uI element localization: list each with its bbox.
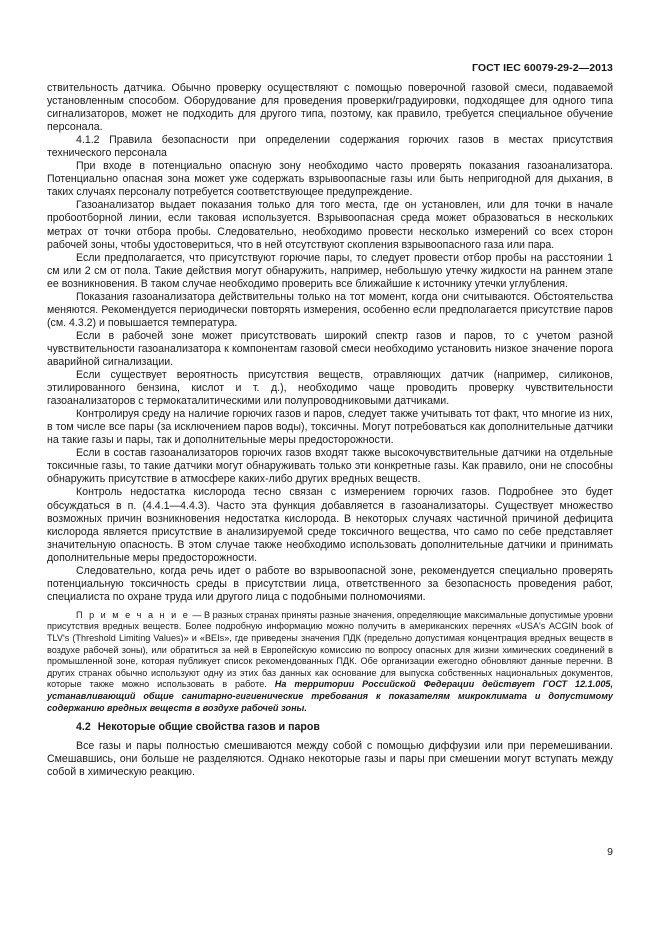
- page-number: 9: [607, 846, 613, 858]
- section-heading: [47, 721, 613, 734]
- paragraph-1: ствительность датчика. Обычно проверку осуществляют с помощью поверочной газовой смеси, подаваемой установленным способом. Оборудование для проведения проверки/градуировки, подходящее для одного типа сигнализаторов, может не подходить для другого типа, поэтому, как правило, требуется специальное обучение персонала.: [47, 82, 613, 134]
- paragraph-5: Если предполагается, что присутствуют горючие пары, то следует провести отбор пробы на расстоянии 1 см или 2 см от пола. Такие действия могут обнаружить, например, небольшую утечку жидкости на раннем этапе ее возникновения. В таком случае необходимо проверить все ближайшие к источнику утечки углубления.: [47, 251, 613, 290]
- paragraph-3: При входе в потенциально опасную зону необходимо часто проверять показания газоанализатора. Потенциально опасная зона может уже содержать взрывоопасные газы или быть непригодной для дыхания, в таких случаях персоналу потребуется соответствующее предупреждение.: [47, 160, 613, 199]
- section-paragraph: Все газы и пары полностью смешиваются между собой с помощью диффузии или при перемешивании. Смешавшись, они больше не разделяются. Однако некоторые газы и пары при смешении могут вступать между собой в химическую реакцию.: [47, 740, 613, 779]
- paragraph-4: Газоанализатор выдает показания только для того места, где он установлен, или для точки в начале пробоотборной линии, если таковая используется. Взрывоопасная среда может образоваться в нескольких метрах от точки отбора пробы. Следовательно, необходимо провести несколько измерений со всех сторон рабочей зоны, чтобы удостовериться, что в ней отсутствуют скопления взрывоопасного газа или пара.: [47, 199, 613, 251]
- page-body: [47, 82, 613, 779]
- note-bold-text: На территории Российской Федерации действует ГОСТ 12.1.005, устанавливающий общие санитарно-гигиенические требования к показателям микроклимата и допустимому содержанию вредных веществ в воздухе рабочей зоны.: [47, 679, 613, 713]
- paragraph-10: Если в состав газоанализаторов горючих газов входят также высокочувствительные датчики на отдельные токсичные газы, то такие датчики могут обнаруживать только эти конкретные газы. Как правило, они не способны обнаружить присутствие в атмосфере каких-либо других вредных веществ.: [47, 447, 613, 486]
- paragraph-9: Контролируя среду на наличие горючих газов и паров, следует также учитывать тот факт, что многие из них, в том числе все пары (за исключением паров воды), токсичны. Могут потребоваться как дополнительные датчики на такие газы и пары, так и дополнительные меры предосторожности.: [47, 408, 613, 447]
- paragraph-8: Если существует вероятность присутствия веществ, отравляющих датчик (например, силиконов, этилированного бензина, кислот и т. д.), необходимо чаще проводить проверку чувствительности газоанализаторов с термокаталитическими или полупроводниковыми датчиками.: [47, 369, 613, 408]
- paragraph-12: Следовательно, когда речь идет о работе во взрывоопасной зоне, рекомендуется специально проверять потенциальную токсичность среды в присутствии лица, ответственного за безопасность проведения работ, специалиста по охране труда или другого лица с подобными полномочиями.: [47, 564, 613, 603]
- note-text: — В разных странах приняты разные значения, определяющие максимальные допустимые уровни присутствия вредных веществ. Более подробную информацию можно получить в американских перечнях «USA's ACGIN book of TLV's (Threshold Limiting Values)» и «BEIs», где приведены значения ПДК (предельно допустимая концентрация вредных веществ в воздухе рабочей зоны), или обратиться за ней в Европейскую комиссию по вопросу опасных для жизни химических соединений в промышленной зоне, которая публикует список рекомендованных ПДК. Обе организации ежегодно обновляют данные перечни. В других странах обычно используют одну из этих баз данных как основание для выпуска собственных национальных документов, которые также можно использовать в работе.: [47, 609, 613, 690]
- section-title: Некоторые общие свойства газов и паров: [97, 721, 320, 734]
- note-block: [47, 610, 613, 714]
- note-label: П р и м е ч а н и е: [76, 609, 190, 620]
- paragraph-11: Контроль недостатка кислорода тесно связан с измерением горючих газов. Подробнее это будет обсуждаться в п. (4.4.1—4.4.3). Часто эта функция добавляется в газоанализаторы. Существует множество возможных причин возникновения недостатка кислорода. В некоторых случаях частичной причиной дефицита кислорода является присутствие в анализируемой среде токсичного вещества, что само по себе представляет значительную опасность. В этом случае также необходимо использовать дополнительные датчики и принимать дополнительные меры предосторожности.: [47, 486, 613, 564]
- standard-header: ГОСТ IEC 60079-29-2—2013: [471, 62, 613, 74]
- section-number: 4.2: [76, 721, 91, 734]
- paragraph-7: Если в рабочей зоне может присутствовать широкий спектр газов и паров, то с учетом разной чувствительности газоанализатора к компонентам газовой смеси необходимо установить низкое значение порога аварийной сигнализации.: [47, 329, 613, 368]
- subsection-heading-4-1-2: 4.1.2 Правила безопасности при определении содержания горючих газов в местах присутствия технического персонала: [47, 134, 613, 160]
- paragraph-6: Показания газоанализатора действительны только на тот момент, когда они считываются. Обстоятельства меняются. Рекомендуется периодически повторять измерения, особенно если предполагается присутствие паров (см. 4.3.2) и повышается температура.: [47, 290, 613, 329]
